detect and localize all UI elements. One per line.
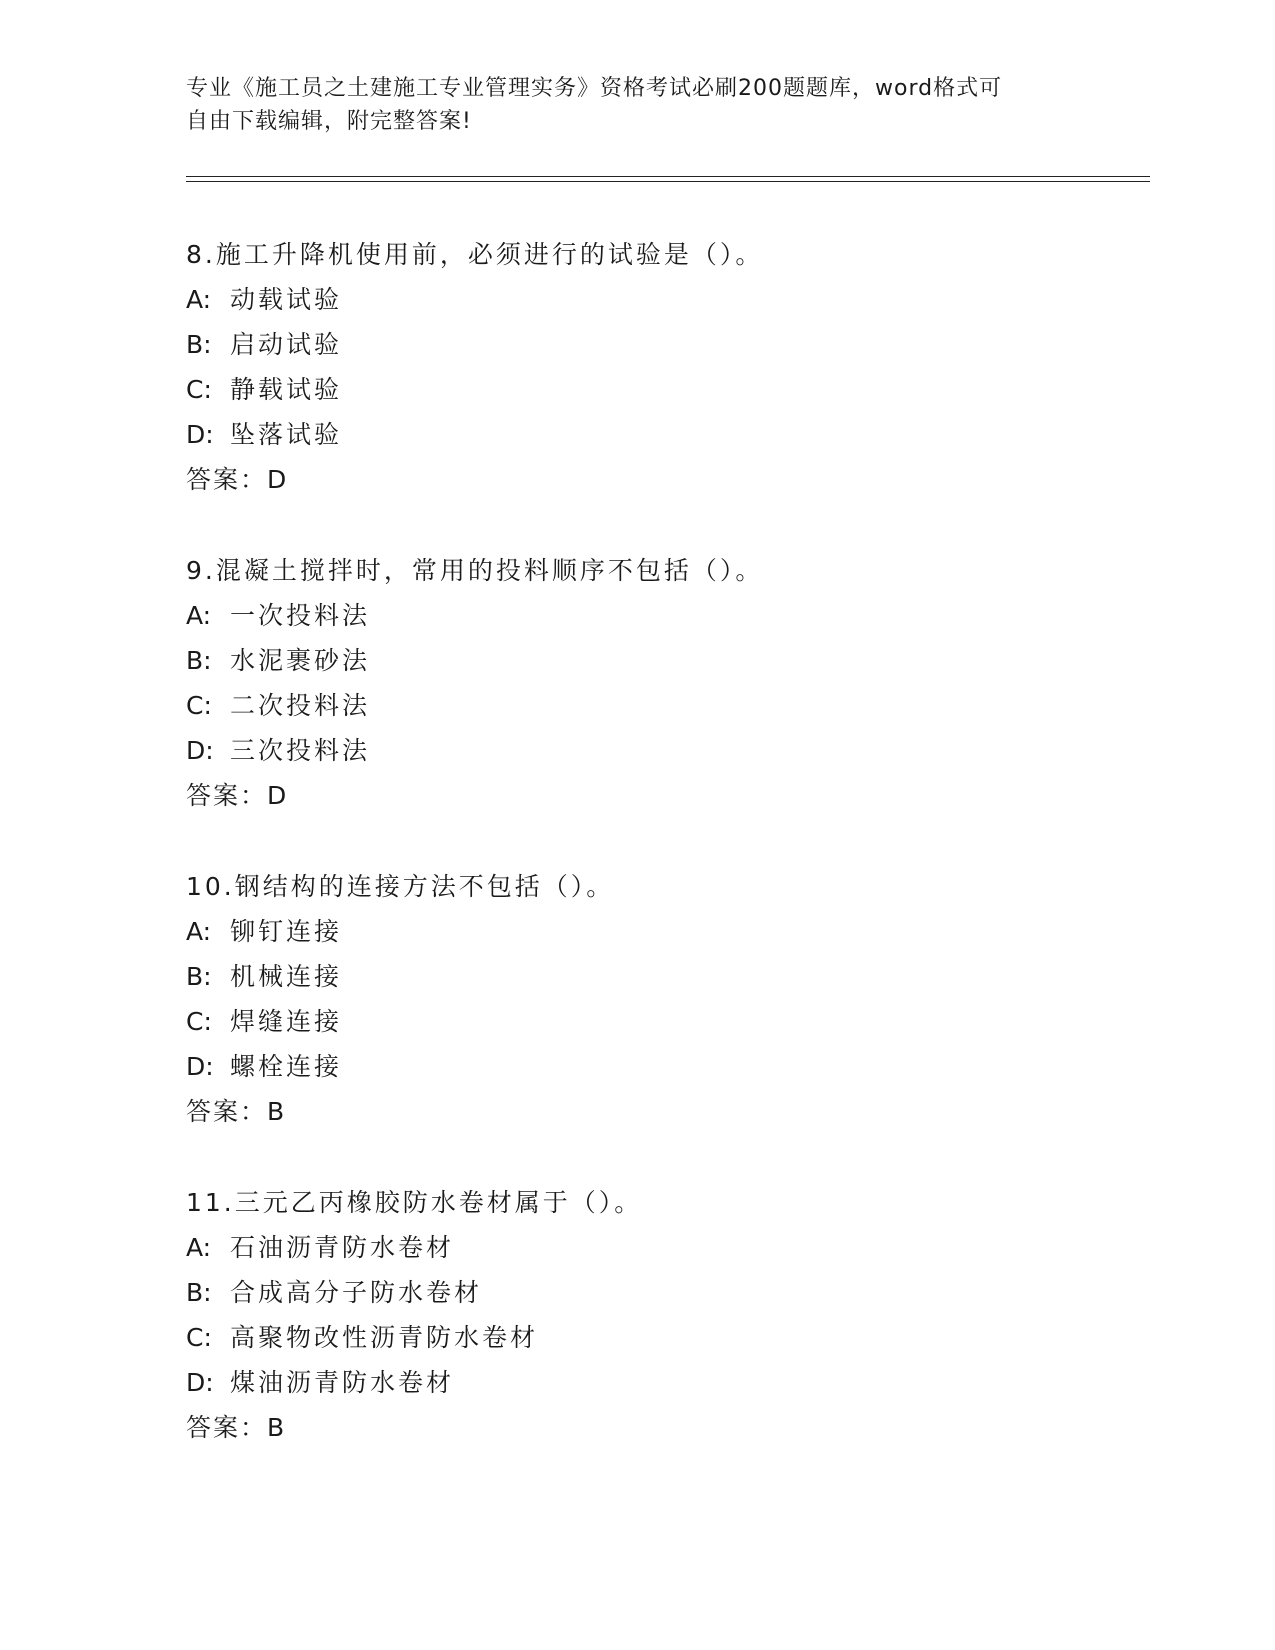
option-c xyxy=(186,999,1146,1044)
option-c xyxy=(186,367,1146,412)
option-key: D: xyxy=(186,1052,214,1081)
option-key: B: xyxy=(186,330,212,359)
option-text: 一次投料法 xyxy=(230,601,371,630)
option-text: 三次投料法 xyxy=(230,736,371,765)
answer xyxy=(186,1405,1146,1450)
option-b xyxy=(186,954,1146,999)
option-key: C: xyxy=(186,1323,212,1352)
answer-value: B xyxy=(267,1097,285,1126)
option-d xyxy=(186,412,1146,457)
option-d xyxy=(186,1044,1146,1089)
question-8 xyxy=(186,232,1146,502)
document-header xyxy=(186,72,1066,138)
option-text: 螺栓连接 xyxy=(230,1052,343,1081)
answer-value: D xyxy=(267,781,287,810)
question-11 xyxy=(186,1180,1146,1450)
option-b xyxy=(186,638,1146,683)
option-text: 高聚物改性沥青防水卷材 xyxy=(230,1323,539,1352)
option-key: B: xyxy=(186,646,212,675)
option-key: A: xyxy=(186,1233,212,1262)
option-a xyxy=(186,1225,1146,1270)
answer-label: 答案： xyxy=(186,1097,268,1126)
answer-label: 答案： xyxy=(186,1413,268,1442)
header-line-1: 专业《施工员之土建施工专业管理实务》资格考试必刷200题题库，word格式可 xyxy=(186,76,1003,101)
option-text: 启动试验 xyxy=(230,330,343,359)
option-text: 石油沥青防水卷材 xyxy=(230,1233,455,1262)
option-text: 二次投料法 xyxy=(230,691,371,720)
option-c xyxy=(186,683,1146,728)
option-text: 机械连接 xyxy=(230,962,343,991)
option-d xyxy=(186,1360,1146,1405)
answer-label: 答案： xyxy=(186,465,268,494)
option-key: A: xyxy=(186,285,212,314)
option-text: 焊缝连接 xyxy=(230,1007,343,1036)
question-title: 9.混凝土搅拌时，常用的投料顺序不包括（）。 xyxy=(186,556,764,585)
option-d xyxy=(186,728,1146,773)
question-9 xyxy=(186,548,1146,818)
option-key: D: xyxy=(186,1368,214,1397)
option-key: C: xyxy=(186,375,212,404)
header-divider-bottom xyxy=(186,181,1150,182)
question-10 xyxy=(186,864,1146,1134)
option-a xyxy=(186,909,1146,954)
option-key: C: xyxy=(186,1007,212,1036)
option-text: 水泥裹砂法 xyxy=(230,646,371,675)
answer xyxy=(186,773,1146,818)
answer xyxy=(186,457,1146,502)
option-key: A: xyxy=(186,601,212,630)
option-text: 煤油沥青防水卷材 xyxy=(230,1368,455,1397)
option-key: B: xyxy=(186,1278,212,1307)
option-text: 合成高分子防水卷材 xyxy=(230,1278,483,1307)
answer-value: D xyxy=(267,465,287,494)
question-title: 11.三元乙丙橡胶防水卷材属于（）。 xyxy=(186,1188,643,1217)
option-key: B: xyxy=(186,962,212,991)
option-key: D: xyxy=(186,420,214,449)
option-a xyxy=(186,277,1146,322)
option-text: 坠落试验 xyxy=(230,420,343,449)
option-key: C: xyxy=(186,691,212,720)
option-a xyxy=(186,593,1146,638)
option-c xyxy=(186,1315,1146,1360)
option-text: 铆钉连接 xyxy=(230,917,343,946)
question-title: 8.施工升降机使用前，必须进行的试验是（）。 xyxy=(186,240,764,269)
option-b xyxy=(186,1270,1146,1315)
answer xyxy=(186,1089,1146,1134)
answer-value: B xyxy=(267,1413,285,1442)
header-line-2: 自由下载编辑，附完整答案! xyxy=(186,109,472,134)
option-b xyxy=(186,322,1146,367)
option-text: 静载试验 xyxy=(230,375,343,404)
answer-label: 答案： xyxy=(186,781,268,810)
option-key: A: xyxy=(186,917,212,946)
question-title: 10.钢结构的连接方法不包括（）。 xyxy=(186,872,615,901)
header-divider-top xyxy=(186,176,1150,177)
option-text: 动载试验 xyxy=(230,285,343,314)
option-key: D: xyxy=(186,736,214,765)
